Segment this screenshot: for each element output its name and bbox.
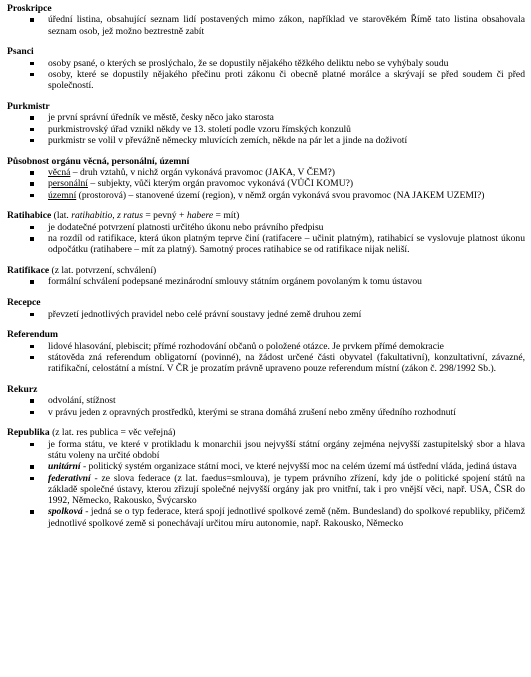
section-heading: Referendum (7, 329, 58, 341)
section-heading: Purkmistr (7, 101, 50, 113)
section-pusobnost-organu (7, 156, 525, 201)
item-text: - jedná se o typ federace, která spojí jednotlivé spolkové země (něm. Bundesland) do spolkové republiky, přičemž jednotlivé spolkové země si ponechávají určitou míru autonomie, např. Rakousko, Německo (48, 506, 525, 529)
list-item: je forma státu, ve které v protikladu k monarchii jsou nejvyšší státní orgány zejména nejvyšší zastupitelský sbor a hlava státu voleny na určité období (7, 439, 525, 462)
item-text: – druh vztahů, v nichž orgán vykonává pravomoc (JAKA, V ČEM?) (70, 167, 335, 179)
section-heading: Působnost orgánu věcná, personální, územní (7, 155, 190, 167)
section-ratihabice (7, 210, 525, 255)
list-item: purkmistrovský úřad vznikl někdy ve 13. století podle vzoru římských konzulů (7, 124, 525, 135)
list-item (7, 461, 525, 472)
heading-sub: = mít) (213, 210, 240, 222)
heading-title: Ratihabice (7, 210, 52, 222)
list-item: osoby, které se dopustily nějakého přečinu proti zákonu či obecně platné morálce a skrývají se před soudem či před společností. (7, 69, 525, 92)
heading-title: Ratifikace (7, 265, 50, 277)
section-heading: Rekurz (7, 384, 38, 396)
bullet-list (7, 167, 525, 201)
section-referendum (7, 329, 525, 374)
bullet-list (7, 14, 525, 37)
section-heading: Psanci (7, 46, 34, 58)
term: federativní (48, 472, 91, 484)
item-text: - ze slova federace (z lat. faedus=smlouva), je typem právního zřízení, kdy jde o politické spojení států na základě společné ústavy, kterou zřizují společné nejvyšší orgány jak pro vnitřní, tak i pro vnější věci, např. USA, ČSR do 1992, Německo, Rakousko, Švýcarsko (48, 472, 525, 507)
section-heading: Proskripce (7, 3, 52, 14)
list-item: na rozdíl od ratifikace, která úkon platným teprve činí (ratifacere – učinit platným), ratihabicí se vyslovuje platnost úkonu odpočátku (ratihabere – mít za platný). Samotný proces ratihabice se od ratifikace nijak neliší. (7, 233, 525, 256)
bullet-list (7, 112, 525, 146)
section-ratifikace (7, 265, 525, 288)
section-recepce (7, 297, 525, 320)
heading-sub: (z lat. res publica = věc veřejná) (49, 427, 176, 439)
bullet-list (7, 222, 525, 256)
list-item: odvolání, stížnost (7, 395, 525, 406)
list-item: úřední listina, obsahující seznam lidí postavených mimo zákon, například ve starověkém Římě tato listina obsahovala seznam osob, jež možno beztrestně zabít (7, 14, 525, 37)
list-item (7, 178, 525, 189)
list-item: je dodatečné potvrzení platnosti určitého úkonu nebo právního předpisu (7, 222, 525, 233)
list-item: státověda zná referendum obligatorní (povinné), na žádost určené části obyvatel (fakultativní), konzultativní, závazné, ratifikační, celostátní a místní. V ČR je prozatím právně upraveno pouze referendum místní (zákon č. 298/1992 Sb.). (7, 352, 525, 375)
section-heading (7, 427, 525, 438)
term: spolková (48, 506, 83, 518)
list-item: formální schválení podepsané mezinárodní smlouvy státním orgánem povolaným k tomu ústavou (7, 276, 525, 287)
item-text: (prostorová) – stanovené území (region), v němž orgán vykonává svou pravomoc (NA JAKEM UZEMI?) (76, 189, 485, 201)
list-item: lidové hlasování, plebiscit; přímé rozhodování občanů o položené otázce. Je prvkem přímé demokracie (7, 341, 525, 352)
section-heading: Recepce (7, 297, 41, 309)
bullet-list (7, 439, 525, 529)
term: unitární (48, 461, 81, 473)
bullet-list (7, 58, 525, 92)
heading-sub: (z lat. potvrzení, schválení) (49, 265, 157, 277)
section-purkmistr (7, 101, 525, 146)
heading-sub: (lat. (51, 210, 72, 222)
section-heading (7, 210, 525, 221)
section-heading (7, 265, 525, 276)
section-rekurz (7, 384, 525, 418)
list-item: převzetí jednotlivých pravidel nebo celé právní soustavy jedné země druhou zemí (7, 309, 525, 320)
list-item (7, 190, 525, 201)
list-item (7, 167, 525, 178)
section-psanci (7, 46, 525, 91)
heading-sub: = pevný + (142, 210, 187, 222)
list-item (7, 506, 525, 529)
section-proskripce (7, 3, 525, 37)
section-republika (7, 427, 525, 529)
list-item: osoby psané, o kterých se proslýchalo, že se dopustily nějakého těžkého deliktu nebo se vyhýbaly soudu (7, 58, 525, 69)
term: územní (48, 189, 77, 201)
term: personální (48, 178, 88, 190)
term: věcná (48, 167, 71, 179)
bullet-list (7, 341, 525, 375)
bullet-list (7, 309, 525, 320)
item-text: – subjekty, vůči kterým orgán pravomoc vykonává (VŮČI KOMU?) (87, 178, 354, 190)
bullet-list (7, 395, 525, 418)
heading-title: Republika (7, 427, 50, 439)
heading-sub-italic: ratihabitio, z ratus (71, 210, 143, 222)
list-item: purkmistr se volil v převážně německy mluvících zemích, někde na pár let a jinde na doživotí (7, 135, 525, 146)
list-item (7, 473, 525, 507)
list-item: v právu jeden z opravných prostředků, kterými se strana domáhá zrušení nebo změny úředního rozhodnutí (7, 407, 525, 418)
heading-sub-italic: habere (186, 210, 214, 222)
list-item: je první správní úředník ve městě, česky něco jako starosta (7, 112, 525, 123)
bullet-list (7, 276, 525, 287)
item-text: - politický systém organizace státní moci, ve které nejvyšší moc na celém území má ústřední vláda, jediná ústava (80, 461, 517, 473)
